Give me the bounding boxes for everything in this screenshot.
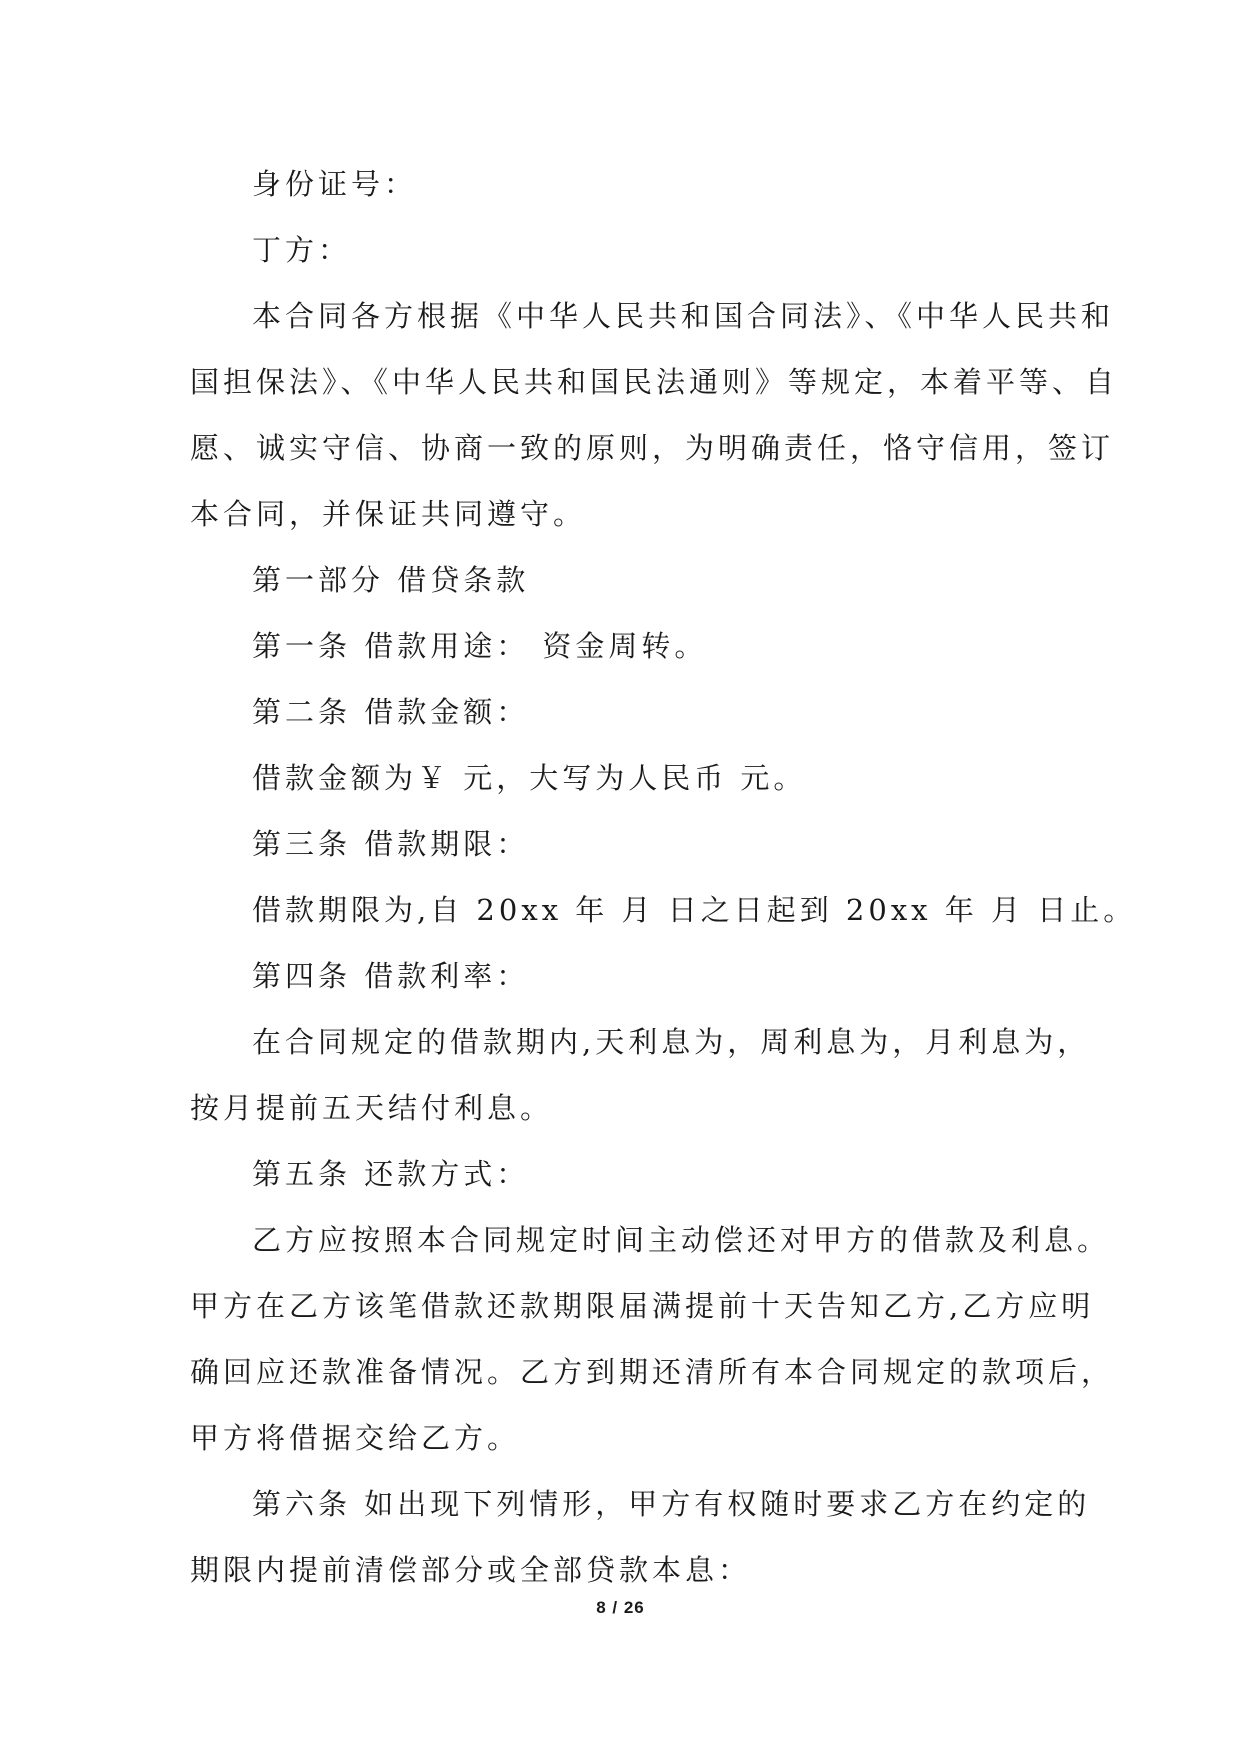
article-5-body-line-3: 确回应还款准备情况。乙方到期还清所有本合同规定的款项后， — [190, 1355, 1115, 1389]
article-4-body-line-1: 在合同规定的借款期内,天利息为，周利息为，月利息为， — [252, 1025, 1091, 1059]
preamble-line-4: 本合同，并保证共同遵守。 — [190, 497, 587, 531]
party-d-label: 丁方： — [252, 233, 352, 267]
article-5-heading: 第五条 还款方式： — [252, 1157, 530, 1191]
article-2-heading: 第二条 借款金额： — [252, 695, 530, 729]
preamble-line-1: 本合同各方根据《中华人民共和国合同法》、《中华人民共和 — [252, 299, 1115, 333]
article-5-body-line-1: 乙方应按照本合同规定时间主动偿还对甲方的借款及利息。 — [252, 1223, 1111, 1257]
article-5-body-line-4: 甲方将借据交给乙方。 — [190, 1421, 521, 1455]
article-1: 第一条 借款用途： 资金周转。 — [252, 629, 708, 663]
article-5-body-line-2: 甲方在乙方该笔借款还款期限届满提前十天告知乙方,乙方应明 — [190, 1289, 1095, 1323]
article-4-heading: 第四条 借款利率： — [252, 959, 530, 993]
article-6-line-1: 第六条 如出现下列情形，甲方有权随时要求乙方在约定的 — [252, 1487, 1091, 1521]
preamble-line-3: 愿、诚实守信、协商一致的原则，为明确责任，恪守信用，签订 — [190, 431, 1115, 465]
article-4-body-line-2: 按月提前五天结付利息。 — [190, 1091, 554, 1125]
section-heading: 第一部分 借贷条款 — [252, 563, 530, 597]
page-number: 8 / 26 — [596, 1598, 645, 1617]
article-6-line-2: 期限内提前清偿部分或全部贷款本息： — [190, 1553, 752, 1587]
article-3-body: 借款期限为,自 20xx 年 月 日之日起到 20xx 年 月 日止。 — [252, 893, 1137, 927]
id-number-label: 身份证号： — [252, 167, 418, 201]
article-3-heading: 第三条 借款期限： — [252, 827, 530, 861]
preamble-line-2: 国担保法》、《中华人民共和国民法通则》等规定，本着平等、自 — [190, 365, 1119, 399]
article-2-body: 借款金额为￥ 元，大写为人民币 元。 — [252, 761, 807, 795]
